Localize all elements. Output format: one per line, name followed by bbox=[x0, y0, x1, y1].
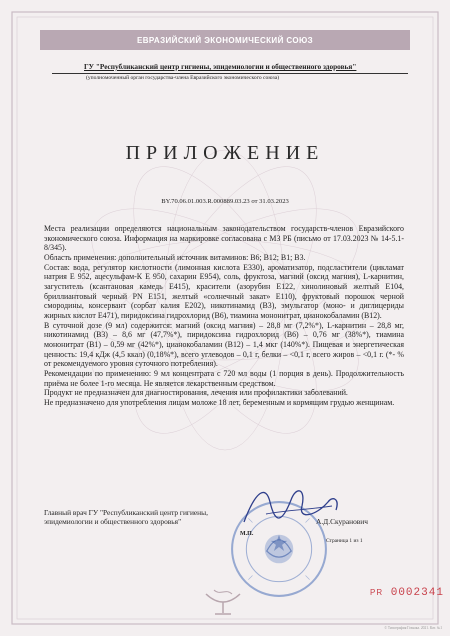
serial-number bbox=[370, 587, 444, 599]
organization-underline bbox=[52, 73, 408, 74]
document-title: ПРИЛОЖЕНИЕ bbox=[125, 142, 325, 164]
signatory-position: Главный врач ГУ "Республиканский центр гигиены, эпидемиологии и общественного здоровья" bbox=[44, 508, 208, 526]
stamp-place-label: М.П. bbox=[240, 531, 254, 537]
hygiea-bowl-icon bbox=[198, 586, 248, 618]
signatory-name: А.Д.Скуранович bbox=[316, 517, 368, 526]
paragraph-composition: Состав: вода, регулятор кислотности (лимонная кислота Е330), ароматизатор, подсластители (цикламат натрия Е 952, ацесульфам-К Е 950, сахарин Е954), соль, фруктоза, магний (оксид магния), L-карнитин, загуститель (ксантановая камедь Е415), красители (азорубин Е122, хинолиновый желтый Е104, бриллиантовый черный PN Е151, желтый «солнечный закат» Е110), фруктовый порошок черной смородины, консервант (сорбат калия Е202), никотинамид (В3), эмульгатор (моно- и диглицериды жирных кислот Е471), пиридоксина гидрохлорид (В6), тиамина мононитрат, цианокобаламин (В12). bbox=[44, 262, 404, 320]
serial-prefix: PR bbox=[370, 588, 384, 597]
union-name: ЕВРАЗИЙСКИЙ ЭКОНОМИЧЕСКИЙ СОЮЗ bbox=[136, 35, 314, 45]
page-count: Страница 1 из 1 bbox=[326, 538, 363, 544]
organization-name: ГУ "Республиканский центр гигиены, эпидемиологии и общественного здоровья" bbox=[84, 62, 357, 71]
serial-digits: 0002341 bbox=[390, 587, 444, 599]
document-body bbox=[44, 224, 404, 407]
registration-number: BY.70.06.01.003.R.000889.03.23 от 31.03.2023 bbox=[161, 198, 289, 205]
paragraph-scope: Область применения: дополнительный источник витаминов: В6; В12; В1; В3. bbox=[44, 252, 306, 262]
paragraph-places: Места реализации определяются национальным законодательством государств-членов Евразийского экономического союза. Информация на маркировке согласована с МЗ РБ (письмо от 17.03.2023 № 14-5.1-8/345). bbox=[44, 224, 404, 253]
printer-footer: © Типография Гознака. 2021. Кат. №1 bbox=[384, 626, 442, 630]
paragraph-not-for-diagnosis: Продукт не предназначен для диагностирования, лечения или профилактики заболеваний. bbox=[44, 388, 348, 398]
belarus-emblem-icon bbox=[265, 535, 294, 564]
handwritten-signature bbox=[236, 480, 346, 535]
paragraph-daily-dose: В суточной дозе (9 мл) содержится: магний (оксид магния) – 28,8 мг (7,2%*), L-карнитин – 28,8 мг, никотинамид (В3) – 8,6 мг (47,7%*), пиридоксина гидрохлорид (В6) – 0,76 мг (38%*), тиамина мононитрат (В1) – 0,59 мг (42%*), цианокобаламин (В12) – 1,4 мкг (140%*). Пищевая и энергетическая ценность: 19,4 кДж (4,5 ккал) (0,18%*), всего углеводов – 0,1 г, белки – <0,1 г, всего жиров – <0,1 г. (*- % от рекомендуемого уровня суточного потребления). bbox=[44, 320, 404, 369]
union-header-band bbox=[40, 30, 410, 50]
paragraph-restrictions: Не предназначено для употребления лицам моложе 18 лет, беременным и кормящим грудью женщинам. bbox=[44, 397, 395, 407]
paragraph-recommendations: Рекомендации по применению: 9 мл концентрата с 720 мл воды (1 порция в день). Продолжительность приёма не более 1-го месяца. Не является лекарственным средством. bbox=[44, 368, 404, 388]
organization-note: (уполномоченный орган государства-члена Евразийского экономического союза) bbox=[86, 75, 280, 81]
